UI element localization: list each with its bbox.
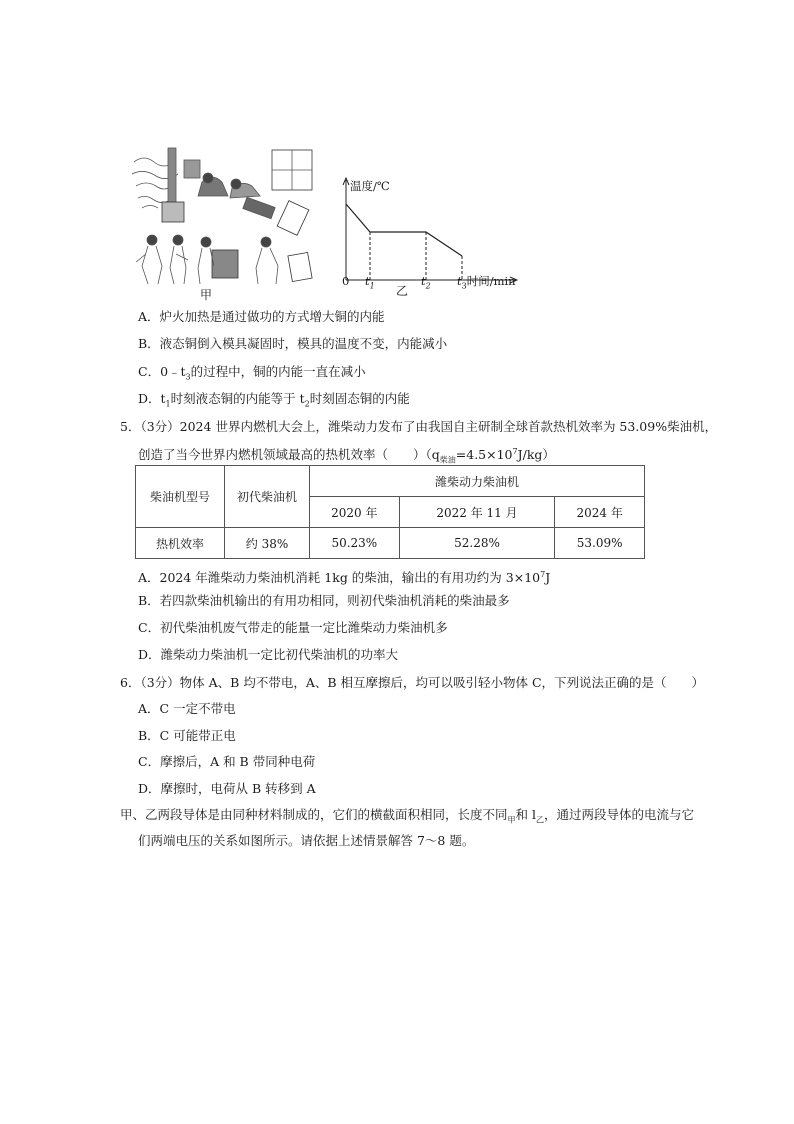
efficiency-table bbox=[135, 465, 645, 559]
table-cell: 约 38% bbox=[225, 528, 310, 559]
q5-option-a: A．2024 年潍柴动力柴油机消耗 1kg 的柴油，输出的有用功约为 $3\times 10^7J$ bbox=[138, 570, 551, 586]
q5-stem-line1: 5．（3分）2024 世界内燃机大会上，潍柴动力发布了由我国自主研制全球首款热机效率为 53.09%柴油机， bbox=[120, 419, 718, 434]
graph-t3-xlabel: $t_3$时间/min bbox=[457, 274, 516, 291]
q6-option-c: C．摩擦后，A 和 B 带同种电荷 bbox=[138, 754, 316, 769]
casting-illustration bbox=[132, 142, 317, 297]
graph-t2-label: $t_2$ bbox=[421, 274, 431, 291]
q4-option-a: A．炉火加热是通过做功的方式增大铜的内能 bbox=[138, 309, 385, 324]
q6-stem: 6．（3分）物体 A、B 均不带电，A、B 相互摩擦后，均可以吸引轻小物体 C，下列说法正确的是（ ） bbox=[120, 675, 705, 690]
context-line2: 们两端电压的关系如图所示。请依据上述情景解答 7～8 题。 bbox=[138, 833, 475, 848]
graph-origin: 0 bbox=[342, 274, 350, 288]
table-year: 2020 年 bbox=[310, 497, 400, 528]
q6-option-b: B．C 可能带正电 bbox=[138, 728, 236, 743]
q4-option-c: C．$0﹣t_3$的过程中，铜的内能一直在减小 bbox=[138, 364, 366, 382]
table-row bbox=[136, 466, 645, 497]
q4-option-d: D．$t_1$时刻液态铜的内能等于 $t_2$时刻固态铜的内能 bbox=[138, 391, 410, 409]
q5-stem-line2: 创造了当今世界内燃机领域最高的热机效率（ ）$(q_{柴油}=4.5\times 10^7J/kg)$ bbox=[138, 447, 555, 465]
table-cell: 53.09% bbox=[555, 528, 645, 559]
table-year: 2024 年 bbox=[555, 497, 645, 528]
graph-t1-label: $t_1$ bbox=[365, 274, 375, 291]
context-line1: 甲、乙两段导体是由同种材料制成的，它们的横截面积相同，长度不同$_甲$和 $l_乙$，通过两段导体的电流与它 bbox=[120, 807, 695, 825]
table-header-weichai: 潍柴动力柴油机 bbox=[310, 466, 645, 497]
q5-option-c: C．初代柴油机废气带走的能量一定比潍柴动力柴油机多 bbox=[138, 620, 448, 635]
table-year: 2022 年 11 月 bbox=[399, 497, 555, 528]
table-header-model: 柴油机型号 bbox=[136, 466, 225, 528]
q4-option-b: B．液态铜倒入模具凝固时，模具的温度不变，内能减小 bbox=[138, 336, 448, 351]
q5-option-b: B．若四款柴油机输出的有用功相同，则初代柴油机消耗的柴油最多 bbox=[138, 593, 510, 608]
q6-option-a: A．C 一定不带电 bbox=[138, 701, 236, 716]
table-row bbox=[136, 528, 645, 559]
q6-option-d: D．摩擦时，电荷从 B 转移到 A bbox=[138, 781, 316, 796]
graph-ylabel: 温度/℃ bbox=[350, 179, 390, 193]
figure-label-jia: 甲 bbox=[200, 288, 213, 302]
table-cell: 52.28% bbox=[399, 528, 555, 559]
table-row-label: 热机效率 bbox=[136, 528, 225, 559]
figure-label-yi: 乙 bbox=[396, 284, 409, 298]
q5-option-d: D．潍柴动力柴油机一定比初代柴油机的功率大 bbox=[138, 647, 399, 662]
table-cell: 50.23% bbox=[310, 528, 400, 559]
table-header-first: 初代柴油机 bbox=[225, 466, 310, 528]
